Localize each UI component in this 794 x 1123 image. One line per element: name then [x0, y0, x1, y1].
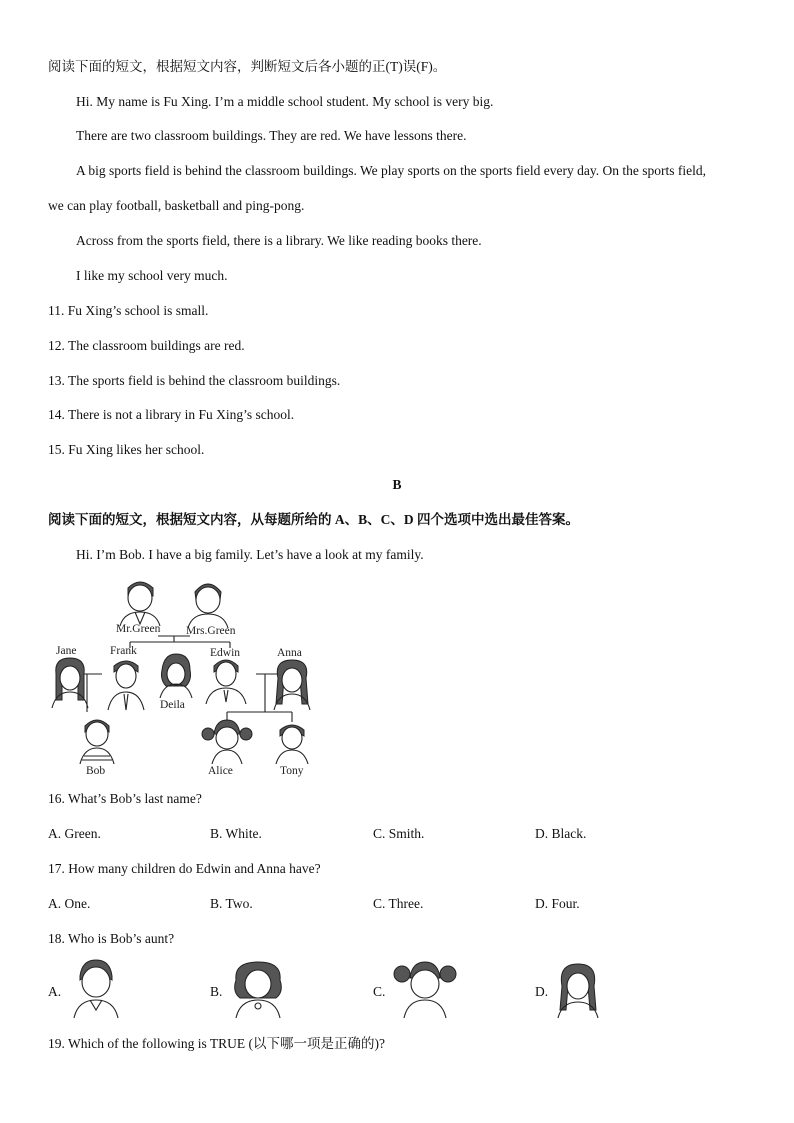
label-jane: Jane [56, 645, 77, 657]
question-11: 11. Fu Xing’s school is small. [48, 303, 209, 318]
question-18: 18. Who is Bob’s aunt? [48, 931, 175, 946]
question-13: 13. The sports field is behind the classroom buildings. [48, 373, 341, 388]
curly-hair-woman-portrait-icon[interactable] [228, 958, 288, 1020]
q17-option-b[interactable]: B. Two. [210, 896, 253, 911]
jane-portrait-icon [52, 658, 88, 708]
q18-option-c[interactable]: C. [373, 984, 386, 999]
q17-option-c[interactable]: C. Three. [373, 896, 424, 911]
label-alice: Alice [208, 765, 233, 777]
passage-paragraph: There are two classroom buildings. They are red. We have lessons there. [76, 128, 467, 143]
q17-option-a[interactable]: A. One. [48, 896, 91, 911]
label-frank: Frank [110, 645, 137, 657]
passage-intro: Hi. I’m Bob. I have a big family. Let’s have a look at my family. [76, 547, 424, 562]
q18-option-d[interactable]: D. [535, 984, 549, 999]
label-mrs-green: Mrs.Green [186, 625, 236, 637]
q16-option-d[interactable]: D. Black. [535, 826, 587, 841]
boy-portrait-icon[interactable] [68, 956, 124, 1020]
frank-portrait-icon [108, 661, 144, 710]
passage-paragraph: A big sports field is behind the classroom buildings. We play sports on the sports field every day. On the sports field, [76, 163, 706, 178]
q16-option-c[interactable]: C. Smith. [373, 826, 425, 841]
bob-portrait-icon [80, 720, 114, 764]
q18-option-a[interactable]: A. [48, 984, 62, 999]
question-12: 12. The classroom buildings are red. [48, 338, 245, 353]
q18-option-b[interactable]: B. [210, 984, 223, 999]
passage-paragraph: I like my school very much. [76, 268, 228, 283]
passage-paragraph: we can play football, basketball and ping-pong. [48, 198, 305, 213]
label-mr-green: Mr.Green [116, 623, 161, 635]
q17-option-d[interactable]: D. Four. [535, 896, 580, 911]
question-15: 15. Fu Xing likes her school. [48, 442, 205, 457]
passage-paragraph: Across from the sports field, there is a library. We like reading books there. [76, 233, 482, 248]
q16-option-b[interactable]: B. White. [210, 826, 262, 841]
question-17: 17. How many children do Edwin and Anna have? [48, 861, 321, 876]
grandmother-portrait-icon [188, 584, 228, 628]
woman-portrait-icon[interactable] [552, 960, 604, 1020]
alice-portrait-icon [202, 720, 252, 764]
passage-paragraph: Hi. My name is Fu Xing. I’m a middle school student. My school is very big. [76, 94, 494, 109]
label-deila: Deila [160, 699, 185, 711]
section-a-instruction: 阅读下面的短文，根据短文内容，判断短文后各小题的正(T)误(F)。 [48, 59, 447, 74]
question-19: 19. Which of the following is TRUE (以下哪一项是正确的)? [48, 1036, 385, 1051]
section-b-instruction: 阅读下面的短文，根据短文内容，从每题所给的 A、B、C、D 四个选项中选出最佳答案。 [48, 512, 580, 527]
pigtail-girl-portrait-icon[interactable] [392, 958, 458, 1020]
label-anna: Anna [277, 647, 302, 659]
edwin-portrait-icon [206, 660, 246, 704]
tony-portrait-icon [276, 725, 308, 764]
question-14: 14. There is not a library in Fu Xing’s school. [48, 407, 295, 422]
grandfather-portrait-icon [120, 582, 160, 626]
family-tree-illustration [40, 574, 320, 779]
label-tony: Tony [280, 765, 304, 777]
question-16: 16. What’s Bob’s last name? [48, 791, 202, 806]
q16-option-a[interactable]: A. Green. [48, 826, 101, 841]
label-bob: Bob [86, 765, 106, 777]
deila-portrait-icon [160, 654, 192, 698]
section-b-heading: B [392, 477, 402, 492]
label-edwin: Edwin [210, 647, 241, 659]
anna-portrait-icon [274, 660, 310, 710]
